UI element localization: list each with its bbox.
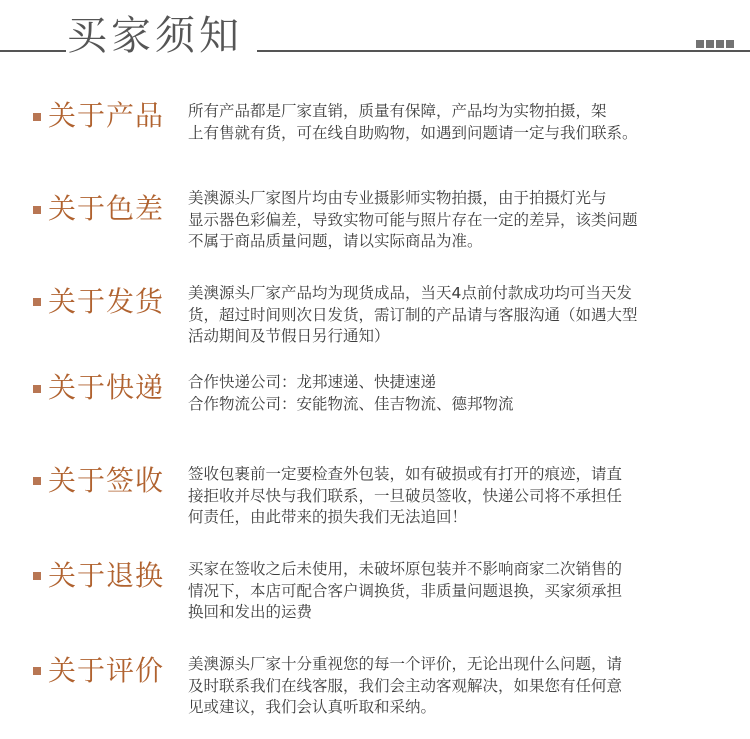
body-line: 买家在签收之后未使用，未破坏原包装并不影响商家二次销售的 (188, 560, 623, 578)
section-title: 关于快递 (48, 371, 165, 404)
bullet-square-icon (33, 298, 41, 306)
body-line: 及时联系我们在线客服，我们会主动客观解决，如果您有任何意 (188, 676, 623, 695)
section-body (188, 559, 748, 624)
bullet-square-icon (33, 667, 41, 675)
body-line: 签收包裹前一定要检查外包装，如有破损或有打开的痕迹，请直 (188, 465, 623, 483)
body-line: 合作快递公司：龙邦速递、快捷速递 (188, 373, 437, 391)
body-line: 情况下，本店可配合客户调换货，非质量问题退换，买家须承担 (188, 581, 623, 600)
section-title: 关于签收 (48, 464, 165, 497)
section-title: 关于产品 (48, 99, 165, 132)
bullet-square-icon (33, 206, 41, 214)
body-line: 不属于商品质量问题，请以实际商品为准。 (188, 232, 483, 250)
body-line: 见或建议，我们会认真听取和采纳。 (188, 698, 437, 716)
decorative-dots-icon (696, 40, 734, 48)
body-line: 货，超过时间则次日发货，需订制的产品请与客服沟通（如遇大型 (188, 305, 638, 324)
body-line: 上有售就有货，可在线自助购物，如遇到问题请一定与我们联系。 (188, 123, 638, 142)
body-line: 合作物流公司：安能物流、佳吉物流、德邦物流 (188, 394, 514, 413)
bullet-square-icon (33, 477, 41, 485)
page-header (0, 0, 750, 70)
body-line: 显示器色彩偏差，导致实物可能与照片存在一定的差异，该类问题 (188, 210, 638, 229)
bullet-square-icon (33, 572, 41, 580)
header-rule-left (0, 50, 66, 52)
body-line: 接拒收并尽快与我们联系，一旦破员签收，快递公司将不承担任 (188, 486, 623, 505)
section-title: 关于评价 (48, 654, 165, 687)
section-body (188, 464, 748, 529)
header-rule-right (257, 50, 750, 52)
section-title: 关于退换 (48, 559, 165, 592)
section-body (188, 188, 748, 253)
section-body (188, 283, 748, 348)
page-title: 买家须知 (67, 13, 243, 59)
body-line: 美澳源头厂家十分重视您的每一个评价，无论出现什么问题，请 (188, 655, 623, 673)
section-body (188, 372, 748, 415)
body-line: 美澳源头厂家图片均由专业摄影师实物拍摄，由于拍摄灯光与 (188, 189, 607, 207)
section-title: 关于色差 (48, 192, 165, 225)
section-body (188, 101, 748, 144)
body-line: 美澳源头厂家产品均为现货成品，当天4点前付款成功均可当天发 (188, 284, 632, 302)
body-line: 活动期间及节假日另行通知） (188, 327, 390, 345)
body-line: 何责任，由此带来的损失我们无法追回！ (188, 508, 468, 526)
section-body (188, 654, 748, 719)
section-title: 关于发货 (48, 285, 165, 318)
body-line: 所有产品都是厂家直销，质量有保障，产品均为实物拍摄，架 (188, 102, 607, 120)
body-line: 换回和发出的运费 (188, 603, 313, 621)
bullet-square-icon (33, 385, 41, 393)
bullet-square-icon (33, 113, 41, 121)
